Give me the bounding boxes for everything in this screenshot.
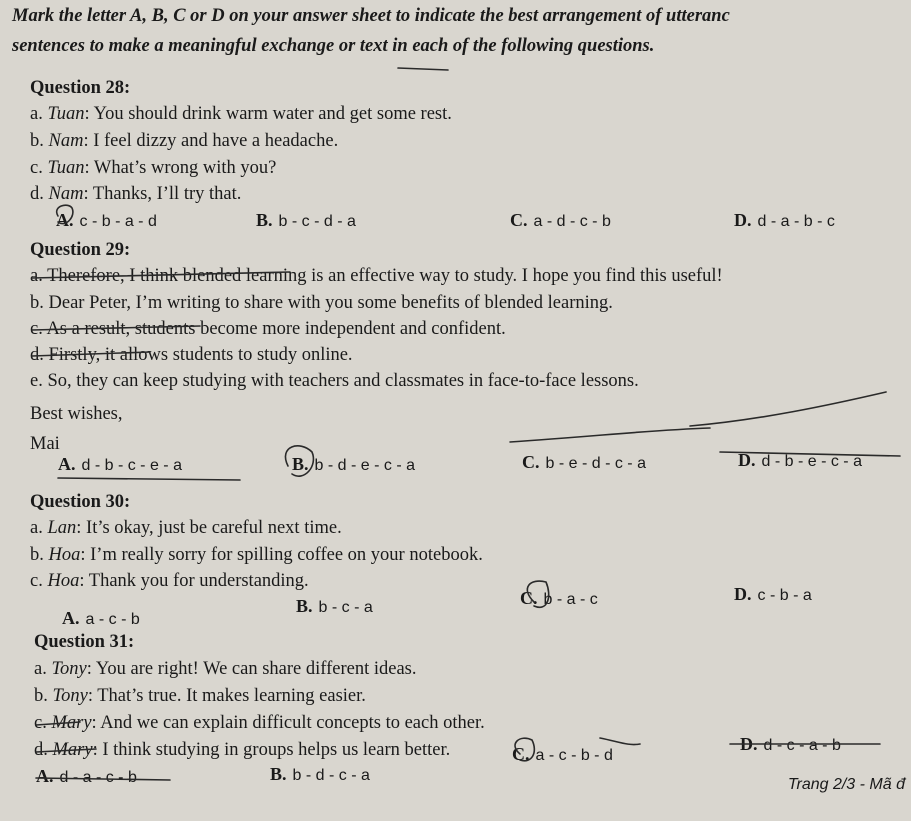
instruction-line-1: Mark the letter A, B, C or D on your answer sheet to indicate the best arrangement of utteranc	[12, 6, 730, 26]
q29-closing: Best wishes,	[30, 404, 123, 424]
q29-line-e: e. So, they can keep studying with teachers and classmates in face-to-face lessons.	[30, 371, 639, 391]
page-footer: Trang 2/3 - Mã đ	[787, 776, 905, 793]
q29-option-c[interactable]: C. b - e - d - c - a	[522, 452, 646, 472]
q28-option-d[interactable]: D. d - a - b - c	[734, 210, 835, 230]
q28-line-d: d. Nam: Thanks, I’ll try that.	[30, 184, 242, 204]
q31-option-b[interactable]: B. b - d - c - a	[270, 764, 370, 784]
q28-line-c: c. Tuan: What’s wrong with you?	[30, 158, 277, 178]
q28-line-a: a. Tuan: You should drink warm water and get some rest.	[30, 104, 452, 124]
q28-option-c[interactable]: C. a - d - c - b	[510, 210, 611, 230]
q30-title: Question 30:	[30, 492, 131, 512]
q29-line-b: b. Dear Peter, I’m writing to share with you some benefits of blended learning.	[30, 293, 613, 313]
q29-title: Question 29:	[30, 240, 131, 260]
q30-option-d[interactable]: D. c - b - a	[734, 584, 812, 604]
underline-exchange	[398, 68, 448, 70]
q30-line-b: b. Hoa: I’m really sorry for spilling coffee on your notebook.	[30, 545, 483, 565]
q29-signature: Mai	[30, 434, 60, 454]
q30-option-b[interactable]: B. b - c - a	[296, 596, 373, 616]
q29-option-b[interactable]: B. b - d - e - c - a	[292, 454, 415, 474]
q29-option-d[interactable]: D. d - b - e - c - a	[738, 450, 862, 470]
line-q29-c	[510, 428, 710, 442]
underline-q29-a	[58, 478, 240, 480]
q28-option-b[interactable]: B. b - c - d - a	[256, 210, 356, 230]
q30-line-c: c. Hoa: Thank you for understanding.	[30, 571, 309, 591]
instruction-line-2: sentences to make a meaningful exchange or text in each of the following questions.	[12, 36, 655, 56]
q29-option-a[interactable]: A. d - b - c - e - a	[58, 454, 182, 474]
q31-title: Question 31:	[34, 632, 135, 652]
q29-line-d: d. Firstly, it allows students to study online.	[30, 345, 353, 365]
q28-option-a[interactable]: A. c - b - a - d	[56, 210, 157, 230]
q31-option-d[interactable]: D. d - c - a - b	[740, 734, 841, 754]
q30-line-a: a. Lan: It’s okay, just be careful next time.	[30, 518, 342, 538]
q28-title: Question 28:	[30, 78, 131, 98]
q31-line-d: d. Mary: I think studying in groups helps us learn better.	[34, 740, 451, 760]
q29-line-a: a. Therefore, I think blended learning is an effective way to study. I hope you find this useful!	[30, 266, 723, 286]
q30-option-c[interactable]: C. b - a - c	[520, 588, 598, 608]
q31-option-a[interactable]: A. d - a - c - b	[36, 766, 137, 786]
q29-line-c: c. As a result, students become more independent and confident.	[30, 319, 506, 339]
q31-option-c[interactable]: C. a - c - b - d	[512, 744, 613, 764]
q28-line-b: b. Nam: I feel dizzy and have a headache.	[30, 131, 339, 151]
q30-option-a[interactable]: A. a - c - b	[62, 608, 140, 628]
q31-line-b: b. Tony: That’s true. It makes learning easier.	[34, 686, 366, 706]
curve-q29	[690, 392, 886, 426]
q31-line-c: c. Mary: And we can explain difficult concepts to each other.	[34, 713, 485, 733]
q31-line-a: a. Tony: You are right! We can share different ideas.	[34, 659, 417, 679]
